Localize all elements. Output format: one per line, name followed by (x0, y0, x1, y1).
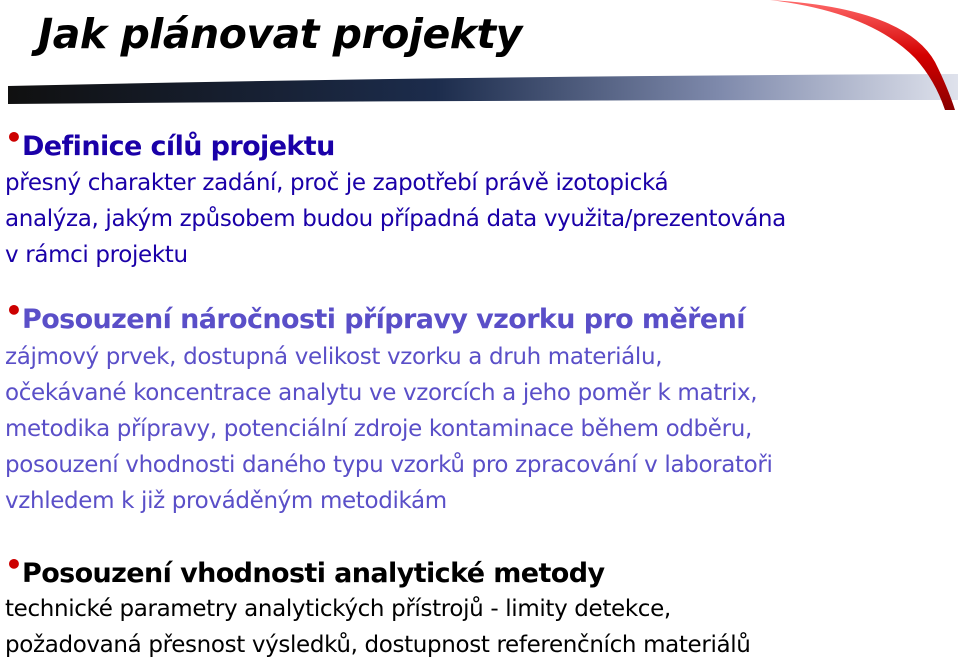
section-heading (5, 294, 955, 335)
body-line: v rámci projektu (5, 242, 188, 268)
section-project-goals (5, 121, 955, 273)
body-line: technické parametry analytických přístrojů - limity detekce, (5, 596, 671, 622)
bullet-dot-icon: • (5, 294, 23, 327)
body-line: vzhledem k již prováděným metodikám (5, 488, 447, 514)
section-analytical-method (5, 548, 955, 663)
section-sample-preparation (5, 294, 955, 519)
section-heading (5, 548, 955, 589)
section-heading-text: Posouzení vhodnosti analytické metody (22, 558, 605, 589)
slide-title: Jak plánovat projekty (38, 10, 522, 58)
body-line: analýza, jakým způsobem budou případná data využita/prezentována (5, 206, 786, 232)
body-line: očekávané koncentrace analytu ve vzorcích a jeho poměr k matrix, (5, 380, 758, 406)
bullet-dot-icon: • (5, 121, 23, 154)
bullet-dot-icon: • (5, 548, 23, 581)
section-heading-text: Posouzení náročnosti přípravy vzorku pro měření (22, 304, 745, 335)
section-heading (5, 121, 955, 162)
body-line: metodika přípravy, potenciální zdroje kontaminace během odběru, (5, 416, 752, 442)
body-line: přesný charakter zadání, proč je zapotřebí právě izotopická (5, 170, 669, 196)
body-line: posouzení vhodnosti daného typu vzorků pro zpracování v laboratoři (5, 452, 773, 478)
body-line: požadovaná přesnost výsledků, dostupnost referenčních materiálů (5, 632, 751, 658)
body-line: zájmový prvek, dostupná velikost vzorku a druh materiálu, (5, 344, 663, 370)
section-heading-text: Definice cílů projektu (22, 131, 335, 162)
